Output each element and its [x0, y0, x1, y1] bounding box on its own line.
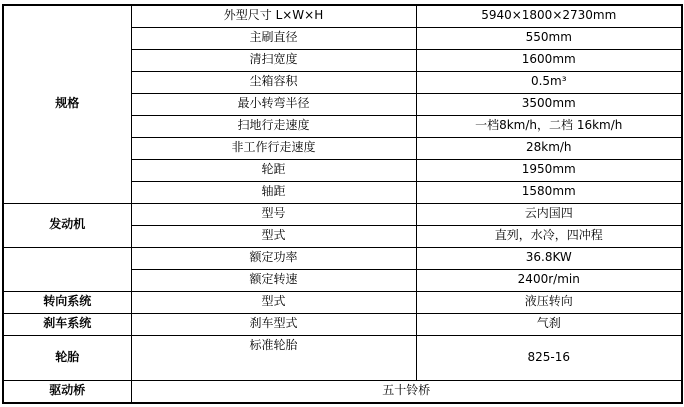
parameter-cell: 轮距 [131, 159, 416, 181]
category-cell: 转向系统 [3, 291, 131, 313]
value-cell: 2400r/min [416, 269, 682, 291]
parameter-cell: 型式 [131, 291, 416, 313]
parameter-cell: 最小转弯半径 [131, 93, 416, 115]
parameter-cell: 尘箱容积 [131, 71, 416, 93]
value-cell: 一档8km/h，二档 16km/h [416, 115, 682, 137]
table-row [3, 380, 682, 403]
table-row [3, 313, 682, 335]
category-cell [3, 247, 131, 291]
value-cell: 1950mm [416, 159, 682, 181]
category-cell: 发动机 [3, 203, 131, 247]
vehicle-spec-table [2, 4, 683, 404]
parameter-cell: 额定转速 [131, 269, 416, 291]
parameter-cell: 轴距 [131, 181, 416, 203]
parameter-cell: 五十铃桥 [131, 380, 682, 403]
parameter-cell: 型号 [131, 203, 416, 225]
value-cell: 825-16 [416, 335, 682, 380]
table-row [3, 5, 682, 27]
parameter-cell: 主刷直径 [131, 27, 416, 49]
value-cell: 28km/h [416, 137, 682, 159]
value-cell: 550mm [416, 27, 682, 49]
parameter-cell: 标准轮胎 [131, 335, 416, 380]
table-row [3, 335, 682, 380]
value-cell: 气刹 [416, 313, 682, 335]
value-cell: 3500mm [416, 93, 682, 115]
value-cell: 直列，水冷，四冲程 [416, 225, 682, 247]
parameter-cell: 非工作行走速度 [131, 137, 416, 159]
value-cell: 液压转向 [416, 291, 682, 313]
table-row [3, 203, 682, 225]
value-cell: 36.8KW [416, 247, 682, 269]
category-cell: 轮胎 [3, 335, 131, 380]
parameter-cell: 型式 [131, 225, 416, 247]
parameter-cell: 刹车型式 [131, 313, 416, 335]
value-cell: 5940×1800×2730mm [416, 5, 682, 27]
value-cell: 0.5m³ [416, 71, 682, 93]
parameter-cell: 清扫宽度 [131, 49, 416, 71]
category-cell: 驱动桥 [3, 380, 131, 403]
value-cell: 1580mm [416, 181, 682, 203]
parameter-cell: 扫地行走速度 [131, 115, 416, 137]
value-cell: 云内国四 [416, 203, 682, 225]
category-cell: 刹车系统 [3, 313, 131, 335]
table-row [3, 291, 682, 313]
spec-table-body [3, 5, 682, 403]
value-cell: 1600mm [416, 49, 682, 71]
parameter-cell: 外型尺寸 L×W×H [131, 5, 416, 27]
category-cell: 规格 [3, 5, 131, 203]
table-row [3, 247, 682, 269]
parameter-cell: 额定功率 [131, 247, 416, 269]
